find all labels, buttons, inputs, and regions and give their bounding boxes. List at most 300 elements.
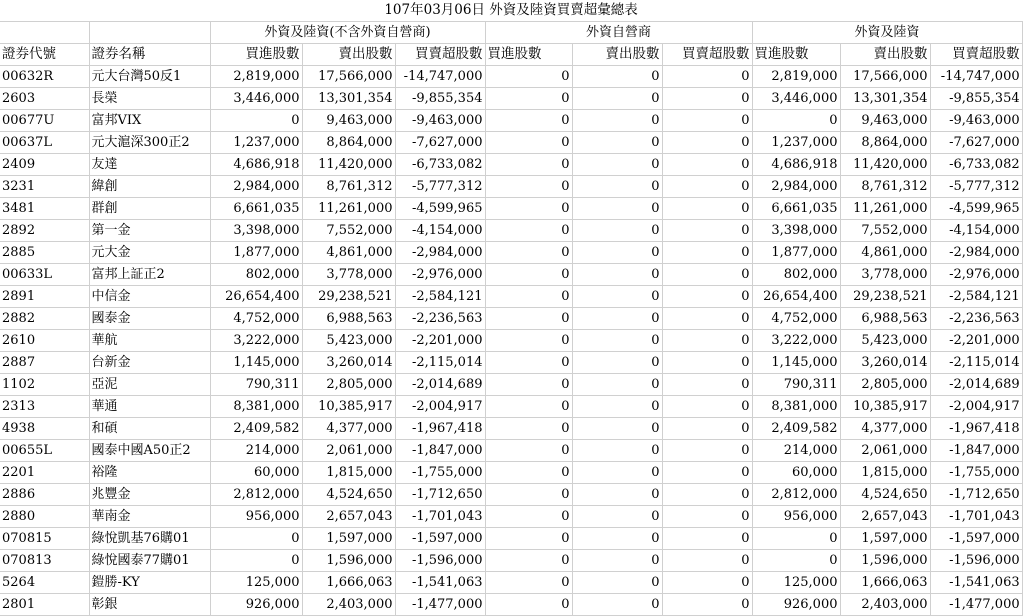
cell-dealer-buy-shares: 0: [485, 528, 572, 550]
cell-total-sell-shares: 17,566,000: [840, 66, 930, 88]
table-row: [0, 88, 1022, 110]
cell-security-code: 00632R: [0, 66, 89, 88]
table-row: [0, 286, 1022, 308]
cell-dealer-net-shares: 0: [662, 308, 752, 330]
cell-dealer-buy-shares: 0: [485, 440, 572, 462]
cell-security-code: 2891: [0, 286, 89, 308]
cell-dealer-net-shares: 0: [662, 418, 752, 440]
table-row: [0, 418, 1022, 440]
cell-security-code: 00637L: [0, 132, 89, 154]
column-header-sell: 賣出股數: [840, 44, 930, 66]
cell-security-name: 綠悅凱基76購01: [89, 528, 210, 550]
table-row: [0, 264, 1022, 286]
cell-total-net-shares: -1,967,418: [930, 418, 1022, 440]
cell-net-shares: -6,733,082: [395, 154, 485, 176]
cell-sell-shares: 11,261,000: [302, 198, 395, 220]
cell-dealer-net-shares: 0: [662, 242, 752, 264]
table-row: [0, 506, 1022, 528]
cell-total-buy-shares: 4,686,918: [752, 154, 840, 176]
cell-dealer-sell-shares: 0: [572, 462, 662, 484]
cell-dealer-sell-shares: 0: [572, 396, 662, 418]
cell-dealer-net-shares: 0: [662, 330, 752, 352]
cell-dealer-buy-shares: 0: [485, 308, 572, 330]
cell-total-sell-shares: 6,988,563: [840, 308, 930, 330]
table-row: [0, 484, 1022, 506]
cell-buy-shares: 4,752,000: [210, 308, 302, 330]
table-row: [0, 220, 1022, 242]
cell-total-buy-shares: 802,000: [752, 264, 840, 286]
cell-sell-shares: 2,403,000: [302, 594, 395, 616]
cell-security-name: 綠悅國泰77購01: [89, 550, 210, 572]
cell-total-sell-shares: 3,260,014: [840, 352, 930, 374]
cell-security-code: 3231: [0, 176, 89, 198]
table-row: [0, 154, 1022, 176]
cell-total-net-shares: -1,541,063: [930, 572, 1022, 594]
cell-security-code: 2887: [0, 352, 89, 374]
cell-dealer-buy-shares: 0: [485, 66, 572, 88]
cell-security-code: 2880: [0, 506, 89, 528]
page-title: 107年03月06日 外資及陸資買賣超彙總表: [0, 0, 1022, 22]
table-row: [0, 132, 1022, 154]
cell-buy-shares: 2,819,000: [210, 66, 302, 88]
cell-dealer-sell-shares: 0: [572, 220, 662, 242]
cell-dealer-sell-shares: 0: [572, 440, 662, 462]
cell-security-code: 2885: [0, 242, 89, 264]
cell-total-sell-shares: 9,463,000: [840, 110, 930, 132]
cell-sell-shares: 1,597,000: [302, 528, 395, 550]
cell-security-name: 國泰金: [89, 308, 210, 330]
cell-buy-shares: 1,877,000: [210, 242, 302, 264]
cell-security-name: 華通: [89, 396, 210, 418]
cell-security-name: 鎧勝-KY: [89, 572, 210, 594]
cell-total-net-shares: -2,584,121: [930, 286, 1022, 308]
cell-net-shares: -4,154,000: [395, 220, 485, 242]
cell-security-code: 070815: [0, 528, 89, 550]
cell-security-name: 第一金: [89, 220, 210, 242]
cell-security-code: 5264: [0, 572, 89, 594]
table-row: [0, 330, 1022, 352]
cell-security-code: 00633L: [0, 264, 89, 286]
cell-total-net-shares: -2,004,917: [930, 396, 1022, 418]
cell-net-shares: -1,541,063: [395, 572, 485, 594]
cell-dealer-buy-shares: 0: [485, 506, 572, 528]
table-row: [0, 242, 1022, 264]
cell-total-sell-shares: 1,815,000: [840, 462, 930, 484]
cell-net-shares: -2,984,000: [395, 242, 485, 264]
cell-dealer-net-shares: 0: [662, 264, 752, 286]
cell-security-code: 2892: [0, 220, 89, 242]
cell-net-shares: -2,014,689: [395, 374, 485, 396]
cell-buy-shares: 926,000: [210, 594, 302, 616]
column-header-buy: 買進股數: [752, 44, 840, 66]
cell-buy-shares: 214,000: [210, 440, 302, 462]
cell-total-buy-shares: 125,000: [752, 572, 840, 594]
cell-sell-shares: 2,657,043: [302, 506, 395, 528]
cell-total-net-shares: -1,596,000: [930, 550, 1022, 572]
table-row: [0, 110, 1022, 132]
cell-sell-shares: 3,778,000: [302, 264, 395, 286]
cell-total-sell-shares: 1,596,000: [840, 550, 930, 572]
cell-total-buy-shares: 3,222,000: [752, 330, 840, 352]
cell-total-net-shares: -2,236,563: [930, 308, 1022, 330]
cell-security-name: 裕隆: [89, 462, 210, 484]
cell-total-buy-shares: 956,000: [752, 506, 840, 528]
cell-dealer-net-shares: 0: [662, 88, 752, 110]
cell-dealer-net-shares: 0: [662, 352, 752, 374]
cell-dealer-buy-shares: 0: [485, 176, 572, 198]
cell-net-shares: -1,477,000: [395, 594, 485, 616]
cell-total-buy-shares: 214,000: [752, 440, 840, 462]
cell-net-shares: -1,847,000: [395, 440, 485, 462]
cell-dealer-net-shares: 0: [662, 374, 752, 396]
cell-dealer-sell-shares: 0: [572, 154, 662, 176]
cell-security-name: 國泰中國A50正2: [89, 440, 210, 462]
cell-total-net-shares: -2,115,014: [930, 352, 1022, 374]
cell-total-net-shares: -1,755,000: [930, 462, 1022, 484]
cell-dealer-sell-shares: 0: [572, 88, 662, 110]
cell-total-net-shares: -2,976,000: [930, 264, 1022, 286]
cell-buy-shares: 3,222,000: [210, 330, 302, 352]
cell-total-net-shares: -9,855,354: [930, 88, 1022, 110]
cell-total-sell-shares: 11,261,000: [840, 198, 930, 220]
cell-dealer-sell-shares: 0: [572, 242, 662, 264]
cell-net-shares: -9,463,000: [395, 110, 485, 132]
cell-net-shares: -1,712,650: [395, 484, 485, 506]
cell-total-sell-shares: 3,778,000: [840, 264, 930, 286]
cell-sell-shares: 6,988,563: [302, 308, 395, 330]
table-row: [0, 176, 1022, 198]
cell-total-buy-shares: 8,381,000: [752, 396, 840, 418]
cell-sell-shares: 29,238,521: [302, 286, 395, 308]
cell-sell-shares: 1,596,000: [302, 550, 395, 572]
table-row: [0, 374, 1022, 396]
cell-dealer-net-shares: 0: [662, 154, 752, 176]
cell-security-code: 1102: [0, 374, 89, 396]
cell-total-net-shares: -2,201,000: [930, 330, 1022, 352]
cell-total-sell-shares: 7,552,000: [840, 220, 930, 242]
cell-sell-shares: 7,552,000: [302, 220, 395, 242]
cell-total-sell-shares: 2,805,000: [840, 374, 930, 396]
cell-sell-shares: 8,864,000: [302, 132, 395, 154]
cell-dealer-buy-shares: 0: [485, 198, 572, 220]
cell-dealer-buy-shares: 0: [485, 484, 572, 506]
cell-buy-shares: 2,984,000: [210, 176, 302, 198]
cell-buy-shares: 3,398,000: [210, 220, 302, 242]
cell-security-code: 2886: [0, 484, 89, 506]
cell-dealer-net-shares: 0: [662, 132, 752, 154]
cell-dealer-buy-shares: 0: [485, 396, 572, 418]
column-header-net: 買賣超股數: [395, 44, 485, 66]
table-row: [0, 198, 1022, 220]
column-header-row: [0, 44, 1022, 66]
cell-total-buy-shares: 6,661,035: [752, 198, 840, 220]
group-spacer: [0, 22, 89, 44]
cell-total-sell-shares: 13,301,354: [840, 88, 930, 110]
cell-security-name: 台新金: [89, 352, 210, 374]
cell-dealer-buy-shares: 0: [485, 374, 572, 396]
cell-security-name: 和碩: [89, 418, 210, 440]
cell-dealer-net-shares: 0: [662, 462, 752, 484]
cell-total-buy-shares: 0: [752, 110, 840, 132]
cell-security-name: 友達: [89, 154, 210, 176]
cell-security-code: 2201: [0, 462, 89, 484]
cell-security-code: 2610: [0, 330, 89, 352]
cell-total-net-shares: -2,014,689: [930, 374, 1022, 396]
cell-security-name: 長榮: [89, 88, 210, 110]
cell-security-name: 富邦VIX: [89, 110, 210, 132]
cell-total-buy-shares: 60,000: [752, 462, 840, 484]
cell-total-buy-shares: 2,409,582: [752, 418, 840, 440]
cell-security-name: 緯創: [89, 176, 210, 198]
cell-sell-shares: 2,061,000: [302, 440, 395, 462]
column-header-sell: 賣出股數: [572, 44, 662, 66]
cell-total-buy-shares: 2,819,000: [752, 66, 840, 88]
cell-buy-shares: 8,381,000: [210, 396, 302, 418]
cell-dealer-net-shares: 0: [662, 594, 752, 616]
cell-net-shares: -2,004,917: [395, 396, 485, 418]
cell-dealer-buy-shares: 0: [485, 418, 572, 440]
cell-total-net-shares: -4,599,965: [930, 198, 1022, 220]
cell-total-net-shares: -5,777,312: [930, 176, 1022, 198]
cell-security-code: 00677U: [0, 110, 89, 132]
cell-security-name: 華航: [89, 330, 210, 352]
cell-net-shares: -1,596,000: [395, 550, 485, 572]
cell-total-net-shares: -1,847,000: [930, 440, 1022, 462]
cell-total-sell-shares: 8,761,312: [840, 176, 930, 198]
cell-sell-shares: 1,815,000: [302, 462, 395, 484]
cell-dealer-net-shares: 0: [662, 572, 752, 594]
cell-dealer-sell-shares: 0: [572, 132, 662, 154]
cell-sell-shares: 3,260,014: [302, 352, 395, 374]
cell-security-name: 富邦上証正2: [89, 264, 210, 286]
cell-total-sell-shares: 8,864,000: [840, 132, 930, 154]
cell-net-shares: -2,201,000: [395, 330, 485, 352]
title-row: [0, 0, 1022, 22]
group-spacer: [89, 22, 210, 44]
cell-sell-shares: 17,566,000: [302, 66, 395, 88]
cell-buy-shares: 60,000: [210, 462, 302, 484]
cell-security-code: 3481: [0, 198, 89, 220]
cell-dealer-buy-shares: 0: [485, 242, 572, 264]
cell-net-shares: -1,967,418: [395, 418, 485, 440]
cell-total-buy-shares: 2,812,000: [752, 484, 840, 506]
cell-buy-shares: 4,686,918: [210, 154, 302, 176]
cell-total-net-shares: -6,733,082: [930, 154, 1022, 176]
group-header-row: [0, 22, 1022, 44]
cell-buy-shares: 6,661,035: [210, 198, 302, 220]
cell-dealer-net-shares: 0: [662, 550, 752, 572]
cell-dealer-buy-shares: 0: [485, 330, 572, 352]
cell-security-name: 亞泥: [89, 374, 210, 396]
cell-security-code: 2313: [0, 396, 89, 418]
cell-dealer-sell-shares: 0: [572, 572, 662, 594]
cell-total-buy-shares: 1,145,000: [752, 352, 840, 374]
cell-total-sell-shares: 10,385,917: [840, 396, 930, 418]
cell-total-buy-shares: 4,752,000: [752, 308, 840, 330]
column-header-net: 買賣超股數: [662, 44, 752, 66]
cell-sell-shares: 4,524,650: [302, 484, 395, 506]
cell-dealer-net-shares: 0: [662, 220, 752, 242]
cell-security-code: 2801: [0, 594, 89, 616]
cell-total-sell-shares: 4,861,000: [840, 242, 930, 264]
cell-sell-shares: 11,420,000: [302, 154, 395, 176]
cell-total-sell-shares: 4,524,650: [840, 484, 930, 506]
cell-total-net-shares: -1,701,043: [930, 506, 1022, 528]
cell-dealer-net-shares: 0: [662, 484, 752, 506]
cell-net-shares: -9,855,354: [395, 88, 485, 110]
cell-dealer-net-shares: 0: [662, 198, 752, 220]
table-row: [0, 352, 1022, 374]
cell-dealer-sell-shares: 0: [572, 418, 662, 440]
cell-net-shares: -1,701,043: [395, 506, 485, 528]
cell-dealer-net-shares: 0: [662, 396, 752, 418]
column-header-code: 證券代號: [0, 44, 89, 66]
group-header-foreign-excl-dealers: 外資及陸資(不含外資自營商): [210, 22, 485, 44]
cell-dealer-net-shares: 0: [662, 506, 752, 528]
cell-dealer-sell-shares: 0: [572, 330, 662, 352]
cell-total-buy-shares: 1,877,000: [752, 242, 840, 264]
cell-total-sell-shares: 2,657,043: [840, 506, 930, 528]
cell-total-buy-shares: 3,446,000: [752, 88, 840, 110]
cell-security-code: 4938: [0, 418, 89, 440]
cell-net-shares: -14,747,000: [395, 66, 485, 88]
cell-total-net-shares: -1,477,000: [930, 594, 1022, 616]
cell-dealer-sell-shares: 0: [572, 198, 662, 220]
cell-dealer-buy-shares: 0: [485, 132, 572, 154]
table-row: [0, 528, 1022, 550]
cell-dealer-buy-shares: 0: [485, 154, 572, 176]
cell-total-buy-shares: 0: [752, 550, 840, 572]
cell-security-name: 元大滬深300正2: [89, 132, 210, 154]
cell-total-buy-shares: 926,000: [752, 594, 840, 616]
cell-dealer-buy-shares: 0: [485, 462, 572, 484]
cell-buy-shares: 0: [210, 550, 302, 572]
cell-sell-shares: 13,301,354: [302, 88, 395, 110]
column-header-net: 買賣超股數: [930, 44, 1022, 66]
cell-security-code: 070813: [0, 550, 89, 572]
cell-buy-shares: 956,000: [210, 506, 302, 528]
cell-dealer-sell-shares: 0: [572, 374, 662, 396]
cell-security-code: 00655L: [0, 440, 89, 462]
cell-security-name: 中信金: [89, 286, 210, 308]
cell-buy-shares: 790,311: [210, 374, 302, 396]
table-row: [0, 396, 1022, 418]
cell-net-shares: -2,236,563: [395, 308, 485, 330]
column-header-sell: 賣出股數: [302, 44, 395, 66]
cell-security-code: 2882: [0, 308, 89, 330]
cell-net-shares: -2,584,121: [395, 286, 485, 308]
cell-buy-shares: 2,409,582: [210, 418, 302, 440]
cell-buy-shares: 0: [210, 110, 302, 132]
cell-dealer-net-shares: 0: [662, 528, 752, 550]
cell-buy-shares: 26,654,400: [210, 286, 302, 308]
cell-dealer-sell-shares: 0: [572, 506, 662, 528]
cell-security-name: 元大台灣50反1: [89, 66, 210, 88]
cell-dealer-sell-shares: 0: [572, 352, 662, 374]
cell-dealer-net-shares: 0: [662, 286, 752, 308]
cell-sell-shares: 4,861,000: [302, 242, 395, 264]
group-header-foreign-total: 外資及陸資: [752, 22, 1022, 44]
cell-dealer-buy-shares: 0: [485, 88, 572, 110]
table-row: [0, 66, 1022, 88]
cell-total-buy-shares: 1,237,000: [752, 132, 840, 154]
cell-buy-shares: 1,145,000: [210, 352, 302, 374]
cell-total-sell-shares: 11,420,000: [840, 154, 930, 176]
cell-total-net-shares: -9,463,000: [930, 110, 1022, 132]
cell-sell-shares: 1,666,063: [302, 572, 395, 594]
table-row: [0, 572, 1022, 594]
cell-dealer-sell-shares: 0: [572, 110, 662, 132]
cell-total-net-shares: -2,984,000: [930, 242, 1022, 264]
cell-dealer-buy-shares: 0: [485, 264, 572, 286]
cell-dealer-sell-shares: 0: [572, 286, 662, 308]
cell-total-buy-shares: 0: [752, 528, 840, 550]
cell-buy-shares: 125,000: [210, 572, 302, 594]
cell-sell-shares: 8,761,312: [302, 176, 395, 198]
cell-total-buy-shares: 26,654,400: [752, 286, 840, 308]
cell-security-name: 兆豐金: [89, 484, 210, 506]
cell-security-code: 2409: [0, 154, 89, 176]
cell-dealer-buy-shares: 0: [485, 594, 572, 616]
cell-security-name: 彰銀: [89, 594, 210, 616]
cell-dealer-net-shares: 0: [662, 440, 752, 462]
cell-buy-shares: 1,237,000: [210, 132, 302, 154]
cell-buy-shares: 2,812,000: [210, 484, 302, 506]
cell-dealer-buy-shares: 0: [485, 572, 572, 594]
cell-sell-shares: 9,463,000: [302, 110, 395, 132]
cell-sell-shares: 2,805,000: [302, 374, 395, 396]
cell-net-shares: -5,777,312: [395, 176, 485, 198]
cell-net-shares: -7,627,000: [395, 132, 485, 154]
column-header-buy: 買進股數: [210, 44, 302, 66]
cell-net-shares: -1,755,000: [395, 462, 485, 484]
cell-dealer-buy-shares: 0: [485, 110, 572, 132]
cell-dealer-sell-shares: 0: [572, 484, 662, 506]
cell-dealer-sell-shares: 0: [572, 176, 662, 198]
cell-dealer-buy-shares: 0: [485, 550, 572, 572]
cell-total-net-shares: -7,627,000: [930, 132, 1022, 154]
column-header-buy: 買進股數: [485, 44, 572, 66]
cell-security-name: 華南金: [89, 506, 210, 528]
cell-buy-shares: 3,446,000: [210, 88, 302, 110]
table-row: [0, 462, 1022, 484]
cell-total-net-shares: -4,154,000: [930, 220, 1022, 242]
cell-dealer-buy-shares: 0: [485, 286, 572, 308]
cell-dealer-sell-shares: 0: [572, 528, 662, 550]
cell-total-sell-shares: 1,666,063: [840, 572, 930, 594]
cell-total-sell-shares: 2,061,000: [840, 440, 930, 462]
cell-total-sell-shares: 2,403,000: [840, 594, 930, 616]
cell-security-name: 元大金: [89, 242, 210, 264]
cell-dealer-sell-shares: 0: [572, 550, 662, 572]
cell-sell-shares: 10,385,917: [302, 396, 395, 418]
cell-dealer-buy-shares: 0: [485, 220, 572, 242]
table-row: [0, 440, 1022, 462]
cell-dealer-sell-shares: 0: [572, 594, 662, 616]
table-row: [0, 308, 1022, 330]
group-header-foreign-dealers: 外資自營商: [485, 22, 752, 44]
cell-dealer-sell-shares: 0: [572, 308, 662, 330]
cell-buy-shares: 0: [210, 528, 302, 550]
cell-total-net-shares: -1,597,000: [930, 528, 1022, 550]
cell-total-net-shares: -14,747,000: [930, 66, 1022, 88]
cell-net-shares: -2,976,000: [395, 264, 485, 286]
cell-total-sell-shares: 4,377,000: [840, 418, 930, 440]
cell-buy-shares: 802,000: [210, 264, 302, 286]
cell-dealer-net-shares: 0: [662, 110, 752, 132]
cell-total-buy-shares: 3,398,000: [752, 220, 840, 242]
cell-dealer-buy-shares: 0: [485, 352, 572, 374]
